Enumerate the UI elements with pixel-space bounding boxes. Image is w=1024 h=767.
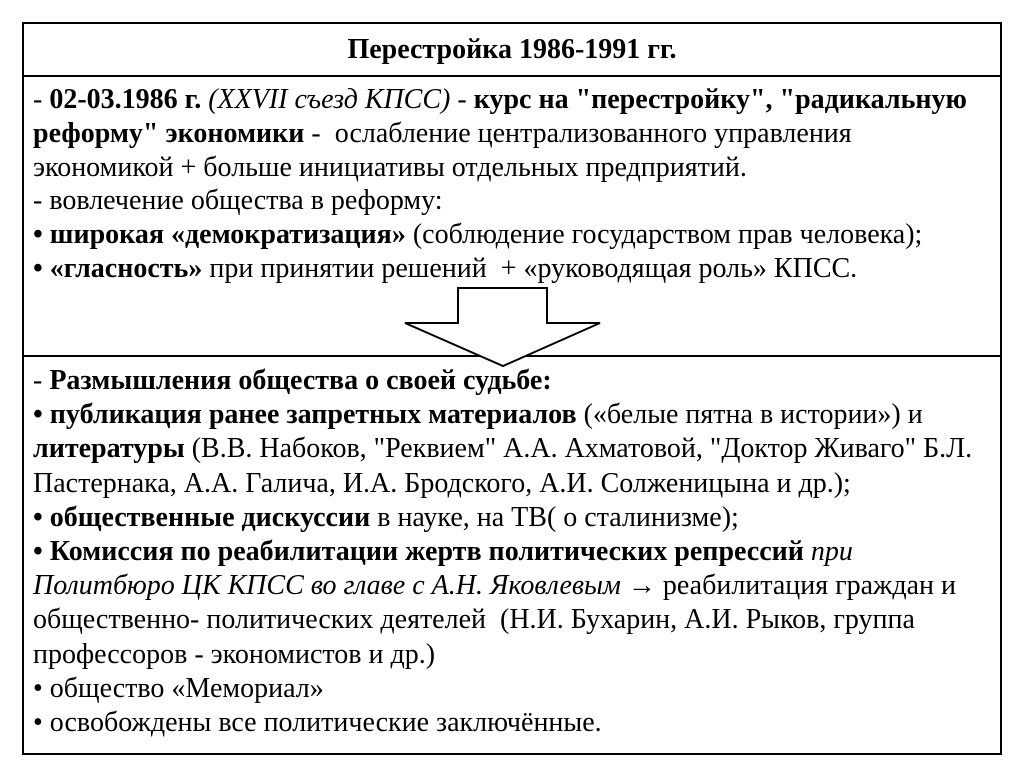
down-arrow-icon <box>400 284 606 370</box>
commission-note-cont: Политбюро ЦК КПСС во главе с А.Н. Яковлевым <box>33 570 621 602</box>
reform-section <box>33 83 967 286</box>
text-line <box>33 184 967 218</box>
course-heading-cont: реформу" экономики <box>33 117 305 149</box>
rehabilitation-result-cont: общественно- политических деятелей (Н.И. Бухарин, А.И. Рыков, группа <box>33 604 915 636</box>
text-line <box>33 151 967 185</box>
text-line <box>33 569 972 603</box>
congress-note: (XXVII съезд КПСС) <box>201 84 451 115</box>
glasnost-term: • «гласность» <box>33 252 203 284</box>
bullet-line <box>33 252 967 286</box>
course-description-cont: экономикой + больше инициативы отдельных предприятий. <box>33 151 747 183</box>
perestroika-table <box>22 22 1002 755</box>
list-dash: - <box>33 84 50 115</box>
text-line <box>33 467 972 501</box>
discussions-term: • общественные дискуссии <box>33 501 371 533</box>
list-dash: - <box>33 365 50 396</box>
bullet-line <box>33 535 972 569</box>
text-line <box>33 83 967 117</box>
row-divider-title <box>24 75 1000 77</box>
literature-term: литературы <box>33 433 185 465</box>
society-section <box>33 364 972 740</box>
literature-authors-cont: Пастернака, А.А. Галича, И.А. Бродского, А.И. Солженицына и др.); <box>33 467 851 499</box>
involvement-item: - вовлечение общества в реформу: <box>33 185 443 217</box>
discussions-note: в науке, на ТВ( о сталинизме); <box>370 501 739 533</box>
bullet-line <box>33 398 972 432</box>
separator: - <box>450 84 474 115</box>
rehabilitation-result: → реабилитация граждан и <box>620 570 957 602</box>
bullet-line <box>33 706 972 740</box>
publication-note: («белые пятна в истории») и <box>576 399 923 431</box>
glasnost-note: при принятии решений + «руководящая роль» КПСС. <box>202 252 858 284</box>
bullet-line <box>33 218 967 252</box>
bullet-line <box>33 501 972 535</box>
arrow-shape <box>405 288 600 366</box>
section-heading: Размышления общества о своей судьбе: <box>49 365 552 396</box>
democratization-note: (соблюдение государством прав человека); <box>405 219 923 251</box>
course-heading: курс на "перестройку", "радикальную <box>473 84 967 115</box>
date-label: 02-03.1986 г. <box>49 84 202 115</box>
democratization-term: • широкая «демократизация» <box>33 219 406 251</box>
bullet-line <box>33 672 972 706</box>
commission-note: при <box>803 535 853 567</box>
memorial-item: • общество «Мемориал» <box>33 672 324 704</box>
text-line <box>33 117 967 151</box>
text-line <box>33 603 972 637</box>
text-line <box>33 638 972 672</box>
text-line <box>33 432 972 466</box>
table-title: Перестройка 1986-1991 гг. <box>347 34 677 65</box>
publication-term: • публикация ранее запретных материалов <box>33 399 577 431</box>
course-description: - ослабление централизованного управления <box>304 117 852 149</box>
prisoners-item: • освобождены все политические заключённые. <box>33 706 602 738</box>
commission-term: • Комиссия по реабилитации жертв политических репрессий <box>33 535 804 567</box>
rehabilitation-result-end: профессоров - экономистов и др.) <box>33 638 436 670</box>
literature-authors: (В.В. Набоков, "Реквием" А.А. Ахматовой, "Доктор Живаго" Б.Л. <box>184 433 973 465</box>
